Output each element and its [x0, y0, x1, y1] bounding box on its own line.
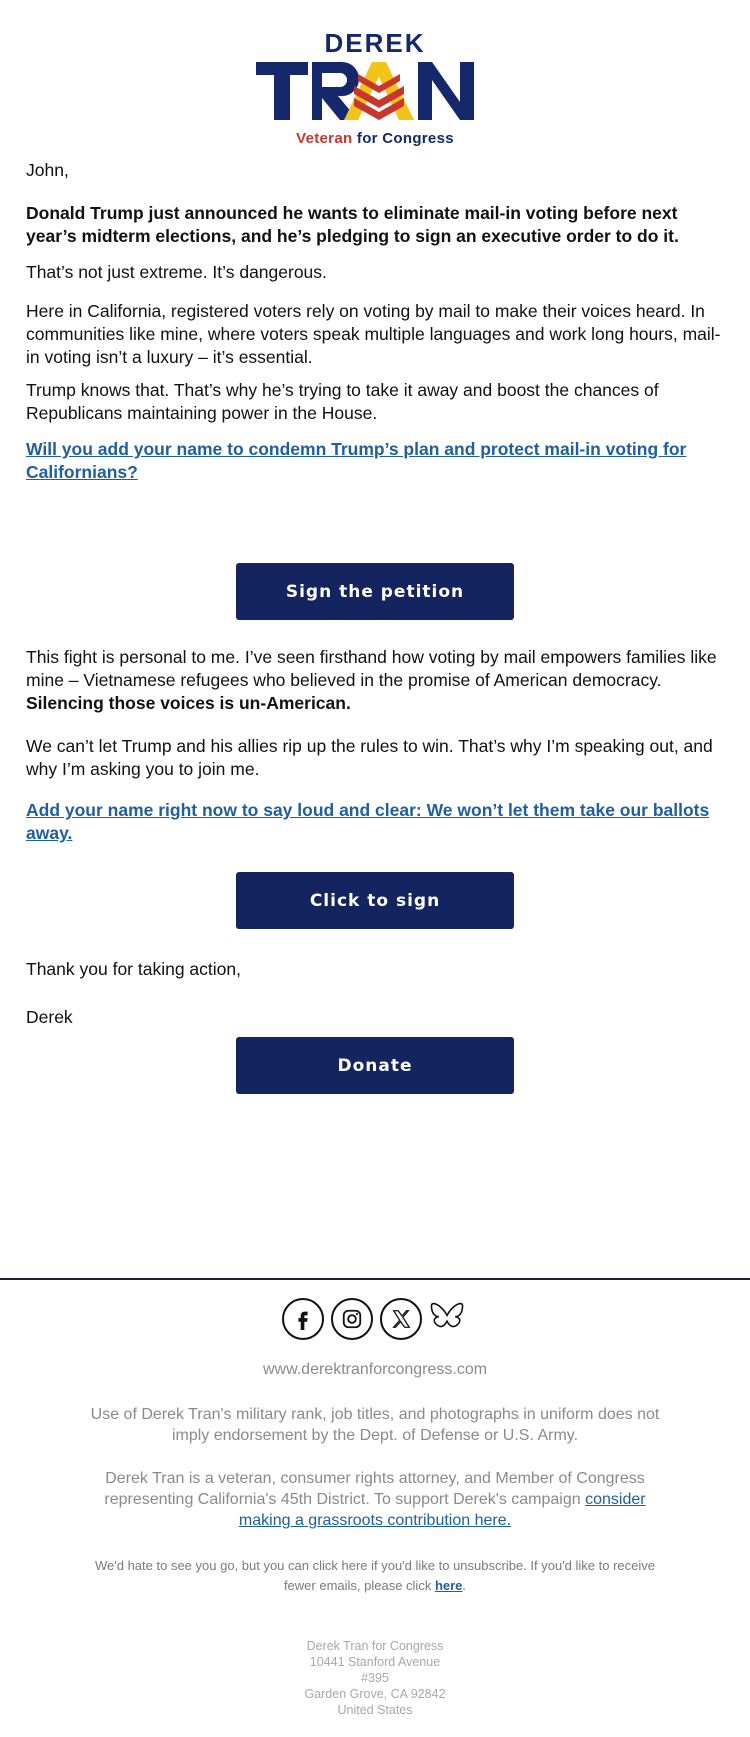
footer-divider [0, 1278, 750, 1280]
petition-link-1-text[interactable]: Will you add your name to condemn Trump’s plan and protect mail-in voting for Californians? [26, 439, 687, 482]
unsubscribe-text: We'd hate to see you go, but you can click here if you'd like to unsubscribe. If you'd like to receive fewer emails, please click [94, 1558, 655, 1593]
address-street: 10441 Stanford Avenue [309, 1655, 441, 1669]
fewer-emails-link[interactable]: here [434, 1578, 463, 1593]
closing-text: Thank you for taking action, [26, 959, 241, 979]
paragraph-1-text: That’s not just extreme. It’s dangerous. [26, 262, 327, 282]
paragraph-2-text: Here in California, registered voters rely on voting by mail to make their voices heard. In communities like mine, where voters speak multiple languages and work long hours, mail-in voting isn’t a luxury – it’s essential. [26, 301, 721, 367]
petition-link-2 [26, 799, 726, 845]
petition-link-2-text[interactable]: Add your name right now to say loud and clear: We won’t let them take our ballots away. [26, 800, 710, 843]
contribution-link[interactable]: consider making a grassroots contribution here. [238, 1491, 646, 1529]
closing [26, 958, 726, 981]
petition-link-1 [26, 438, 726, 484]
bluesky-icon[interactable] [428, 1298, 466, 1336]
paragraph-3 [26, 379, 726, 425]
paragraph-5 [26, 735, 726, 781]
about-derek [80, 1468, 670, 1531]
unsubscribe-end: . [462, 1578, 467, 1593]
address-unit: #395 [361, 1671, 389, 1685]
address-org: Derek Tran for Congress [306, 1639, 444, 1653]
paragraph-2 [26, 300, 726, 369]
address-city: Garden Grove, CA 92842 [304, 1687, 446, 1701]
social-links [0, 1298, 750, 1340]
paragraph-3-text: Trump knows that. That’s why he’s trying to take it away and boost the chances of Republicans maintaining power in the House. [26, 380, 659, 423]
donate-button[interactable]: Donate [236, 1037, 514, 1094]
paragraph-4 [26, 646, 726, 715]
paragraph-1 [26, 261, 726, 284]
x-icon[interactable] [380, 1298, 422, 1340]
greeting-text: John, [26, 160, 69, 180]
signature [26, 1006, 726, 1029]
lead-paragraph [26, 202, 726, 248]
website-url[interactable]: www.derektranforcongress.com [262, 1361, 488, 1378]
paragraph-4-bold: Silencing those voices is un-American. [26, 693, 351, 713]
address-country: United States [337, 1703, 413, 1717]
mailing-address [0, 1638, 750, 1718]
logo-first-name: DEREK [324, 28, 426, 58]
unsubscribe-note [90, 1556, 660, 1596]
about-text: Derek Tran is a veteran, consumer rights attorney, and Member of Congress representing California's 45th District. To support Derek's campaign [104, 1470, 645, 1508]
facebook-icon[interactable] [282, 1298, 324, 1340]
military-disclaimer: Use of Derek Tran's military rank, job titles, and photographs in uniform does not imply endorsement by the Dept. of Defense or U.S. Army. [90, 1406, 660, 1444]
tagline-veteran: Veteran [296, 130, 353, 147]
click-to-sign-button[interactable]: Click to sign [236, 872, 514, 929]
sign-petition-button[interactable]: Sign the petition [236, 563, 514, 620]
greeting [26, 159, 726, 182]
signature-text: Derek [26, 1007, 73, 1027]
paragraph-5-text: We can’t let Trump and his allies rip up the rules to win. That’s why I’m speaking out, and why I’m asking you to join me. [26, 736, 713, 779]
campaign-logo [0, 24, 750, 154]
instagram-icon[interactable] [331, 1298, 373, 1340]
tagline-for-congress: for Congress [356, 130, 454, 147]
paragraph-4-text: This fight is personal to me. I’ve seen firsthand how voting by mail empowers families like mine – Vietnamese refugees who believed in the promise of American democracy. [26, 647, 717, 690]
logo-tagline [0, 130, 750, 147]
lead-text: Donald Trump just announced he wants to eliminate mail-in voting before next year’s midterm elections, and he’s pledging to sign an executive order to do it. [26, 203, 679, 246]
